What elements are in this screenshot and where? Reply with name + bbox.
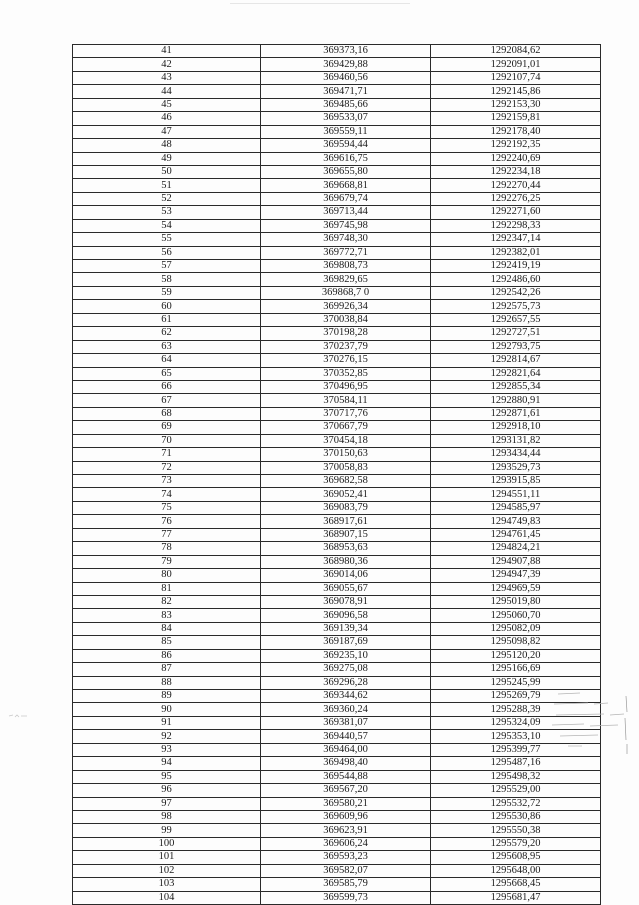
point-number-cell: 80 bbox=[73, 569, 261, 582]
point-number-cell: 72 bbox=[73, 461, 261, 474]
y-coordinate-cell: 1295166,69 bbox=[431, 663, 601, 676]
point-number-cell: 84 bbox=[73, 622, 261, 635]
x-coordinate-cell: 369533,07 bbox=[261, 112, 431, 125]
point-number-cell: 88 bbox=[73, 676, 261, 689]
y-coordinate-cell: 1292727,51 bbox=[431, 327, 601, 340]
table-row bbox=[73, 407, 601, 420]
y-coordinate-cell: 1292871,61 bbox=[431, 407, 601, 420]
y-coordinate-cell: 1292814,67 bbox=[431, 354, 601, 367]
point-number-cell: 89 bbox=[73, 690, 261, 703]
x-coordinate-cell: 369471,71 bbox=[261, 85, 431, 98]
y-coordinate-cell: 1293529,73 bbox=[431, 461, 601, 474]
scan-edge-line bbox=[230, 3, 410, 4]
x-coordinate-cell: 369381,07 bbox=[261, 716, 431, 729]
point-number-cell: 49 bbox=[73, 152, 261, 165]
y-coordinate-cell: 1295269,79 bbox=[431, 690, 601, 703]
table-row bbox=[73, 273, 601, 286]
x-coordinate-cell: 370717,76 bbox=[261, 407, 431, 420]
point-number-cell: 95 bbox=[73, 770, 261, 783]
y-coordinate-cell: 1294907,88 bbox=[431, 555, 601, 568]
y-coordinate-cell: 1292159,81 bbox=[431, 112, 601, 125]
y-coordinate-cell: 1295668,45 bbox=[431, 878, 601, 891]
x-coordinate-cell: 369772,71 bbox=[261, 246, 431, 259]
table-row bbox=[73, 528, 601, 541]
y-coordinate-cell: 1294761,45 bbox=[431, 528, 601, 541]
x-coordinate-cell: 369580,21 bbox=[261, 797, 431, 810]
point-number-cell: 74 bbox=[73, 488, 261, 501]
table-row bbox=[73, 824, 601, 837]
point-number-cell: 104 bbox=[73, 891, 261, 904]
table-row bbox=[73, 515, 601, 528]
x-coordinate-cell: 369829,65 bbox=[261, 273, 431, 286]
y-coordinate-cell: 1295487,16 bbox=[431, 757, 601, 770]
table-row bbox=[73, 703, 601, 716]
table-row bbox=[73, 112, 601, 125]
point-number-cell: 94 bbox=[73, 757, 261, 770]
point-number-cell: 42 bbox=[73, 58, 261, 71]
point-number-cell: 68 bbox=[73, 407, 261, 420]
x-coordinate-cell: 369585,79 bbox=[261, 878, 431, 891]
point-number-cell: 102 bbox=[73, 864, 261, 877]
table-row bbox=[73, 85, 601, 98]
y-coordinate-cell: 1294585,97 bbox=[431, 501, 601, 514]
y-coordinate-cell: 1295120,20 bbox=[431, 649, 601, 662]
table-row bbox=[73, 192, 601, 205]
table-row bbox=[73, 219, 601, 232]
table-row bbox=[73, 851, 601, 864]
point-number-cell: 51 bbox=[73, 179, 261, 192]
point-number-cell: 45 bbox=[73, 98, 261, 111]
table-row bbox=[73, 878, 601, 891]
table-row bbox=[73, 636, 601, 649]
y-coordinate-cell: 1295082,09 bbox=[431, 622, 601, 635]
x-coordinate-cell: 370150,63 bbox=[261, 448, 431, 461]
x-coordinate-cell: 369616,75 bbox=[261, 152, 431, 165]
x-coordinate-cell: 370454,18 bbox=[261, 434, 431, 447]
x-coordinate-cell: 369235,10 bbox=[261, 649, 431, 662]
point-number-cell: 83 bbox=[73, 609, 261, 622]
table-row bbox=[73, 71, 601, 84]
y-coordinate-cell: 1294749,83 bbox=[431, 515, 601, 528]
x-coordinate-cell: 369748,30 bbox=[261, 233, 431, 246]
point-number-cell: 43 bbox=[73, 71, 261, 84]
table-row bbox=[73, 246, 601, 259]
x-coordinate-cell: 369745,98 bbox=[261, 219, 431, 232]
x-coordinate-cell: 369599,73 bbox=[261, 891, 431, 904]
table-row bbox=[73, 542, 601, 555]
x-coordinate-cell: 369926,34 bbox=[261, 300, 431, 313]
x-coordinate-cell: 369559,11 bbox=[261, 125, 431, 138]
table-row bbox=[73, 367, 601, 380]
x-coordinate-cell: 369868,7 0 bbox=[261, 286, 431, 299]
table-row bbox=[73, 555, 601, 568]
point-number-cell: 96 bbox=[73, 784, 261, 797]
table-row bbox=[73, 730, 601, 743]
x-coordinate-cell: 369623,91 bbox=[261, 824, 431, 837]
x-coordinate-cell: 370496,95 bbox=[261, 380, 431, 393]
y-coordinate-cell: 1292240,69 bbox=[431, 152, 601, 165]
point-number-cell: 67 bbox=[73, 394, 261, 407]
table-row bbox=[73, 676, 601, 689]
x-coordinate-cell: 369083,79 bbox=[261, 501, 431, 514]
table-row bbox=[73, 595, 601, 608]
y-coordinate-cell: 1292821,64 bbox=[431, 367, 601, 380]
x-coordinate-cell: 369593,23 bbox=[261, 851, 431, 864]
table-row bbox=[73, 690, 601, 703]
point-number-cell: 59 bbox=[73, 286, 261, 299]
x-coordinate-cell: 370276,15 bbox=[261, 354, 431, 367]
y-coordinate-cell: 1295579,20 bbox=[431, 837, 601, 850]
y-coordinate-cell: 1294947,39 bbox=[431, 569, 601, 582]
table-row bbox=[73, 757, 601, 770]
point-number-cell: 77 bbox=[73, 528, 261, 541]
table-row bbox=[73, 810, 601, 823]
y-coordinate-cell: 1292091,01 bbox=[431, 58, 601, 71]
x-coordinate-cell: 369429,88 bbox=[261, 58, 431, 71]
x-coordinate-cell: 369606,24 bbox=[261, 837, 431, 850]
x-coordinate-cell: 369275,08 bbox=[261, 663, 431, 676]
table-row bbox=[73, 152, 601, 165]
point-number-cell: 66 bbox=[73, 380, 261, 393]
x-coordinate-cell: 369498,40 bbox=[261, 757, 431, 770]
table-row bbox=[73, 421, 601, 434]
point-number-cell: 75 bbox=[73, 501, 261, 514]
x-coordinate-cell: 368980,36 bbox=[261, 555, 431, 568]
x-coordinate-cell: 369344,62 bbox=[261, 690, 431, 703]
y-coordinate-cell: 1292382,01 bbox=[431, 246, 601, 259]
table-row bbox=[73, 206, 601, 219]
x-coordinate-cell: 368953,63 bbox=[261, 542, 431, 555]
x-coordinate-cell: 369544,88 bbox=[261, 770, 431, 783]
y-coordinate-cell: 1292234,18 bbox=[431, 165, 601, 178]
point-number-cell: 90 bbox=[73, 703, 261, 716]
y-coordinate-cell: 1292419,19 bbox=[431, 260, 601, 273]
table-row bbox=[73, 797, 601, 810]
x-coordinate-cell: 369679,74 bbox=[261, 192, 431, 205]
x-coordinate-cell: 370058,83 bbox=[261, 461, 431, 474]
point-number-cell: 53 bbox=[73, 206, 261, 219]
table-row bbox=[73, 58, 601, 71]
point-number-cell: 47 bbox=[73, 125, 261, 138]
coordinates-table-body bbox=[73, 45, 601, 905]
point-number-cell: 71 bbox=[73, 448, 261, 461]
point-number-cell: 91 bbox=[73, 716, 261, 729]
x-coordinate-cell: 369440,57 bbox=[261, 730, 431, 743]
y-coordinate-cell: 1295098,82 bbox=[431, 636, 601, 649]
table-row bbox=[73, 448, 601, 461]
x-coordinate-cell: 370198,28 bbox=[261, 327, 431, 340]
point-number-cell: 99 bbox=[73, 824, 261, 837]
table-row bbox=[73, 770, 601, 783]
x-coordinate-cell: 370667,79 bbox=[261, 421, 431, 434]
y-coordinate-cell: 1295648,00 bbox=[431, 864, 601, 877]
point-number-cell: 101 bbox=[73, 851, 261, 864]
table-row bbox=[73, 394, 601, 407]
table-row bbox=[73, 569, 601, 582]
y-coordinate-cell: 1292918,10 bbox=[431, 421, 601, 434]
table-row bbox=[73, 233, 601, 246]
table-row bbox=[73, 743, 601, 756]
y-coordinate-cell: 1292178,40 bbox=[431, 125, 601, 138]
point-number-cell: 60 bbox=[73, 300, 261, 313]
table-row bbox=[73, 260, 601, 273]
scan-artifact-left bbox=[8, 713, 28, 719]
coordinates-table bbox=[72, 44, 601, 905]
table-row bbox=[73, 784, 601, 797]
y-coordinate-cell: 1292575,73 bbox=[431, 300, 601, 313]
y-coordinate-cell: 1295498,32 bbox=[431, 770, 601, 783]
y-coordinate-cell: 1292107,74 bbox=[431, 71, 601, 84]
y-coordinate-cell: 1295529,00 bbox=[431, 784, 601, 797]
table-row bbox=[73, 716, 601, 729]
y-coordinate-cell: 1293915,85 bbox=[431, 475, 601, 488]
point-number-cell: 44 bbox=[73, 85, 261, 98]
y-coordinate-cell: 1295060,70 bbox=[431, 609, 601, 622]
x-coordinate-cell: 369567,20 bbox=[261, 784, 431, 797]
x-coordinate-cell: 369655,80 bbox=[261, 165, 431, 178]
point-number-cell: 69 bbox=[73, 421, 261, 434]
x-coordinate-cell: 370237,79 bbox=[261, 340, 431, 353]
y-coordinate-cell: 1292855,34 bbox=[431, 380, 601, 393]
point-number-cell: 100 bbox=[73, 837, 261, 850]
point-number-cell: 62 bbox=[73, 327, 261, 340]
table-row bbox=[73, 327, 601, 340]
table-row bbox=[73, 475, 601, 488]
table-row bbox=[73, 864, 601, 877]
y-coordinate-cell: 1292271,60 bbox=[431, 206, 601, 219]
x-coordinate-cell: 369055,67 bbox=[261, 582, 431, 595]
y-coordinate-cell: 1294551,11 bbox=[431, 488, 601, 501]
point-number-cell: 78 bbox=[73, 542, 261, 555]
y-coordinate-cell: 1292880,91 bbox=[431, 394, 601, 407]
y-coordinate-cell: 1292270,44 bbox=[431, 179, 601, 192]
point-number-cell: 92 bbox=[73, 730, 261, 743]
x-coordinate-cell: 369078,91 bbox=[261, 595, 431, 608]
y-coordinate-cell: 1295681,47 bbox=[431, 891, 601, 904]
point-number-cell: 82 bbox=[73, 595, 261, 608]
table-row bbox=[73, 891, 601, 904]
table-row bbox=[73, 179, 601, 192]
point-number-cell: 93 bbox=[73, 743, 261, 756]
y-coordinate-cell: 1292192,35 bbox=[431, 139, 601, 152]
x-coordinate-cell: 369460,56 bbox=[261, 71, 431, 84]
point-number-cell: 81 bbox=[73, 582, 261, 595]
x-coordinate-cell: 370584,11 bbox=[261, 394, 431, 407]
x-coordinate-cell: 369464,00 bbox=[261, 743, 431, 756]
table-row bbox=[73, 434, 601, 447]
x-coordinate-cell: 369096,58 bbox=[261, 609, 431, 622]
point-number-cell: 46 bbox=[73, 112, 261, 125]
table-row bbox=[73, 461, 601, 474]
point-number-cell: 58 bbox=[73, 273, 261, 286]
table-row bbox=[73, 380, 601, 393]
y-coordinate-cell: 1292486,60 bbox=[431, 273, 601, 286]
x-coordinate-cell: 369187,69 bbox=[261, 636, 431, 649]
y-coordinate-cell: 1295245,99 bbox=[431, 676, 601, 689]
point-number-cell: 86 bbox=[73, 649, 261, 662]
y-coordinate-cell: 1292793,75 bbox=[431, 340, 601, 353]
x-coordinate-cell: 369808,73 bbox=[261, 260, 431, 273]
y-coordinate-cell: 1292153,30 bbox=[431, 98, 601, 111]
point-number-cell: 55 bbox=[73, 233, 261, 246]
y-coordinate-cell: 1295324,09 bbox=[431, 716, 601, 729]
x-coordinate-cell: 369609,96 bbox=[261, 810, 431, 823]
table-row bbox=[73, 300, 601, 313]
table-row bbox=[73, 622, 601, 635]
point-number-cell: 64 bbox=[73, 354, 261, 367]
y-coordinate-cell: 1295353,10 bbox=[431, 730, 601, 743]
y-coordinate-cell: 1294824,21 bbox=[431, 542, 601, 555]
table-row bbox=[73, 313, 601, 326]
y-coordinate-cell: 1292347,14 bbox=[431, 233, 601, 246]
point-number-cell: 61 bbox=[73, 313, 261, 326]
x-coordinate-cell: 368917,61 bbox=[261, 515, 431, 528]
point-number-cell: 63 bbox=[73, 340, 261, 353]
table-row bbox=[73, 609, 601, 622]
y-coordinate-cell: 1292657,55 bbox=[431, 313, 601, 326]
table-row bbox=[73, 501, 601, 514]
x-coordinate-cell: 369139,34 bbox=[261, 622, 431, 635]
point-number-cell: 73 bbox=[73, 475, 261, 488]
point-number-cell: 70 bbox=[73, 434, 261, 447]
y-coordinate-cell: 1292084,62 bbox=[431, 45, 601, 58]
table-row bbox=[73, 98, 601, 111]
point-number-cell: 79 bbox=[73, 555, 261, 568]
point-number-cell: 87 bbox=[73, 663, 261, 676]
point-number-cell: 50 bbox=[73, 165, 261, 178]
y-coordinate-cell: 1293131,82 bbox=[431, 434, 601, 447]
y-coordinate-cell: 1295550,38 bbox=[431, 824, 601, 837]
table-row bbox=[73, 165, 601, 178]
x-coordinate-cell: 369594,44 bbox=[261, 139, 431, 152]
x-coordinate-cell: 369713,44 bbox=[261, 206, 431, 219]
point-number-cell: 52 bbox=[73, 192, 261, 205]
table-row bbox=[73, 649, 601, 662]
point-number-cell: 56 bbox=[73, 246, 261, 259]
y-coordinate-cell: 1292276,25 bbox=[431, 192, 601, 205]
point-number-cell: 57 bbox=[73, 260, 261, 273]
x-coordinate-cell: 370038,84 bbox=[261, 313, 431, 326]
y-coordinate-cell: 1295608,95 bbox=[431, 851, 601, 864]
point-number-cell: 54 bbox=[73, 219, 261, 232]
y-coordinate-cell: 1295019,80 bbox=[431, 595, 601, 608]
x-coordinate-cell: 369668,81 bbox=[261, 179, 431, 192]
y-coordinate-cell: 1292298,33 bbox=[431, 219, 601, 232]
x-coordinate-cell: 369360,24 bbox=[261, 703, 431, 716]
table-row bbox=[73, 663, 601, 676]
point-number-cell: 98 bbox=[73, 810, 261, 823]
table-row bbox=[73, 582, 601, 595]
x-coordinate-cell: 369052,41 bbox=[261, 488, 431, 501]
x-coordinate-cell: 369485,66 bbox=[261, 98, 431, 111]
point-number-cell: 85 bbox=[73, 636, 261, 649]
point-number-cell: 76 bbox=[73, 515, 261, 528]
y-coordinate-cell: 1294969,59 bbox=[431, 582, 601, 595]
table-row bbox=[73, 837, 601, 850]
table-row bbox=[73, 139, 601, 152]
point-number-cell: 65 bbox=[73, 367, 261, 380]
table-row bbox=[73, 45, 601, 58]
y-coordinate-cell: 1292542,26 bbox=[431, 286, 601, 299]
x-coordinate-cell: 369296,28 bbox=[261, 676, 431, 689]
table-row bbox=[73, 286, 601, 299]
table-row bbox=[73, 340, 601, 353]
table-row bbox=[73, 488, 601, 501]
y-coordinate-cell: 1295399,77 bbox=[431, 743, 601, 756]
x-coordinate-cell: 368907,15 bbox=[261, 528, 431, 541]
x-coordinate-cell: 369014,06 bbox=[261, 569, 431, 582]
table-row bbox=[73, 354, 601, 367]
point-number-cell: 103 bbox=[73, 878, 261, 891]
x-coordinate-cell: 370352,85 bbox=[261, 367, 431, 380]
point-number-cell: 48 bbox=[73, 139, 261, 152]
x-coordinate-cell: 369582,07 bbox=[261, 864, 431, 877]
point-number-cell: 41 bbox=[73, 45, 261, 58]
x-coordinate-cell: 369682,58 bbox=[261, 475, 431, 488]
x-coordinate-cell: 369373,16 bbox=[261, 45, 431, 58]
table-row bbox=[73, 125, 601, 138]
point-number-cell: 97 bbox=[73, 797, 261, 810]
y-coordinate-cell: 1295532,72 bbox=[431, 797, 601, 810]
y-coordinate-cell: 1295288,39 bbox=[431, 703, 601, 716]
y-coordinate-cell: 1295530,86 bbox=[431, 810, 601, 823]
y-coordinate-cell: 1292145,86 bbox=[431, 85, 601, 98]
y-coordinate-cell: 1293434,44 bbox=[431, 448, 601, 461]
